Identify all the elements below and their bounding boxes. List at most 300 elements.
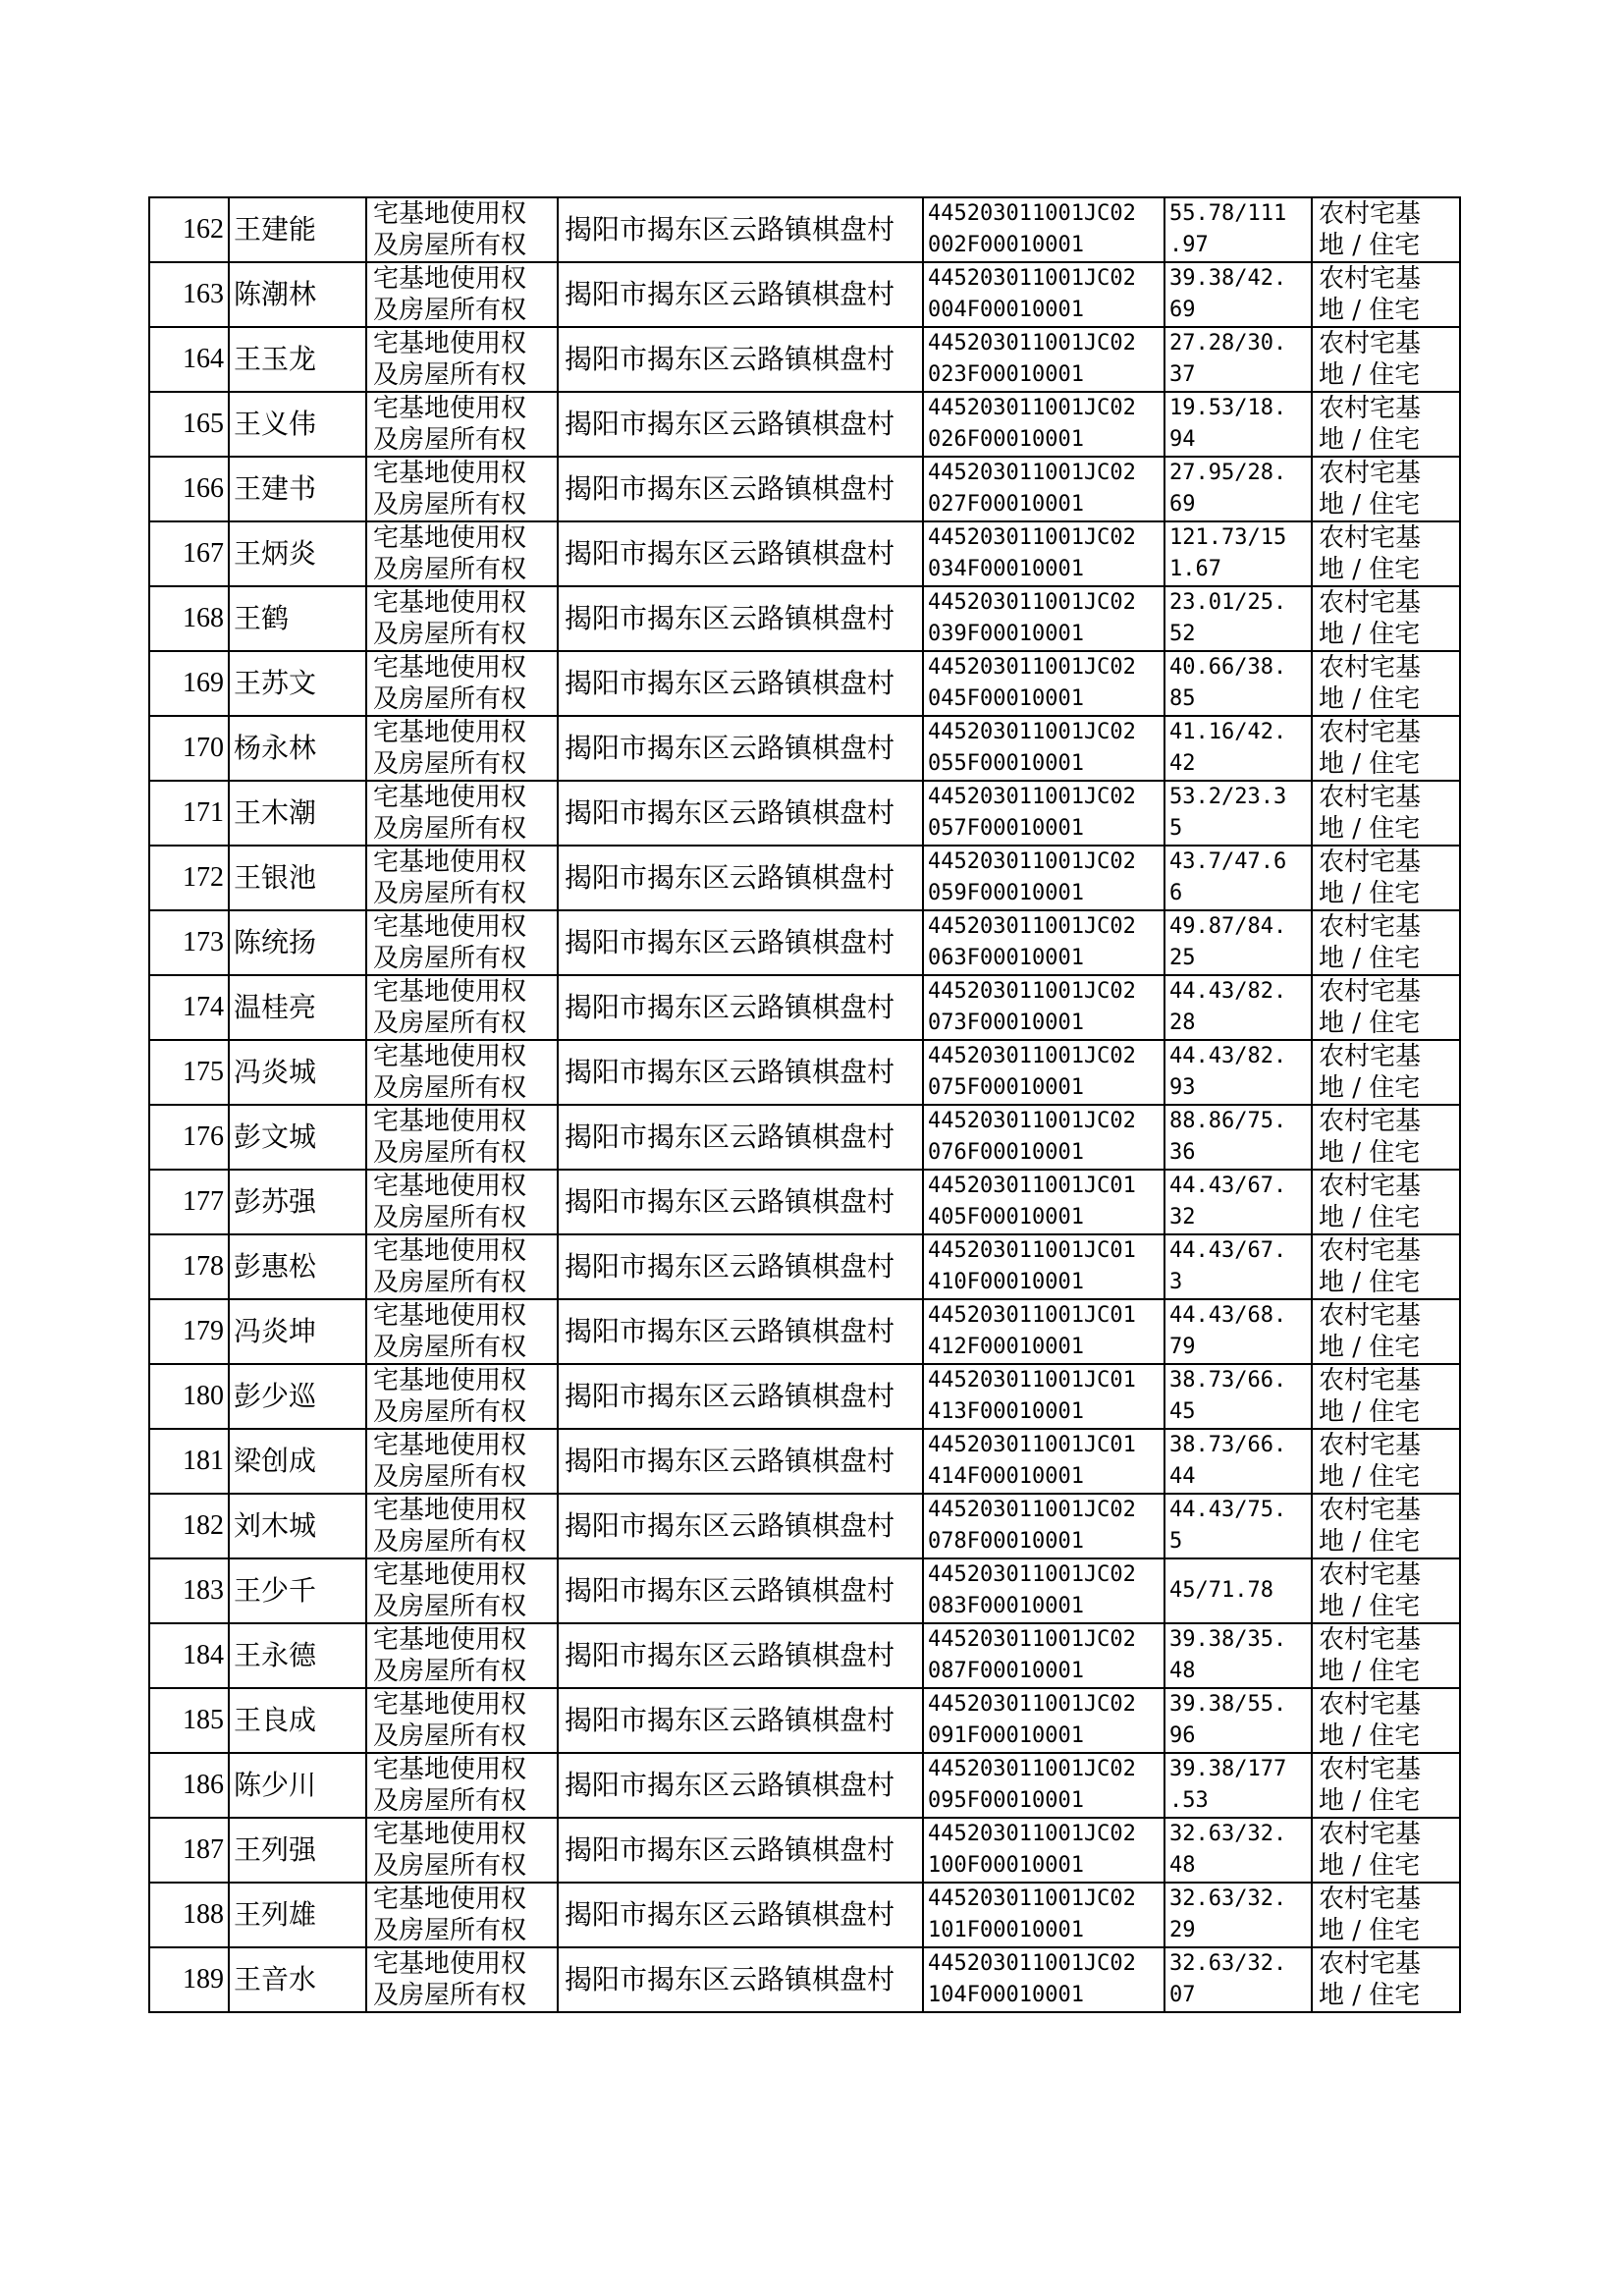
row-number-cell [149,1040,229,1105]
property-location: 揭阳市揭东区云路镇棋盘村 [565,1833,895,1866]
right-type-cell [366,197,558,262]
property-location: 揭阳市揭东区云路镇棋盘村 [565,472,895,505]
row-number: 163 [183,279,224,309]
property-location: 揭阳市揭东区云路镇棋盘村 [565,1963,895,1995]
table-row [149,327,1460,392]
right-type: 宅基地使用权 及房屋所有权 [373,1949,527,2010]
row-number: 168 [183,603,224,633]
table-row [149,1299,1460,1364]
area-value-cell [1164,521,1312,586]
owner-name: 王炳炎 [234,537,317,570]
right-type-cell [366,716,558,781]
right-type-cell [366,1818,558,1883]
row-number: 176 [183,1121,224,1152]
land-use-cell [1312,1623,1460,1688]
owner-name: 王苏文 [234,667,317,699]
land-use-cell [1312,392,1460,457]
property-location-cell [558,716,923,781]
land-use: 农村宅基 地 / 住宅 [1319,459,1422,519]
owner-name-cell [229,1040,366,1105]
unit-code-cell [923,1234,1164,1299]
row-number: 167 [183,538,224,569]
row-number: 183 [183,1575,224,1606]
property-location: 揭阳市揭东区云路镇棋盘村 [565,1769,895,1801]
table-row [149,1558,1460,1623]
property-location: 揭阳市揭东区云路镇棋盘村 [565,1445,895,1477]
right-type: 宅基地使用权 及房屋所有权 [373,977,527,1038]
property-location: 揭阳市揭东区云路镇棋盘村 [565,1185,895,1218]
land-use: 农村宅基 地 / 住宅 [1319,1625,1422,1686]
area-value: 44.43/67. 32 [1169,1174,1287,1229]
row-number-cell [149,1170,229,1234]
land-use-cell [1312,197,1460,262]
unit-code-cell [923,262,1164,327]
table-row [149,1105,1460,1170]
land-use-cell [1312,521,1460,586]
land-use-cell [1312,1558,1460,1623]
right-type: 宅基地使用权 及房屋所有权 [373,329,527,390]
unit-code: 445203011001JC01 410F00010001 [928,1238,1136,1294]
row-number: 188 [183,1899,224,1930]
area-value: 27.28/30. 37 [1169,331,1287,387]
property-location: 揭阳市揭东区云路镇棋盘村 [565,732,895,764]
property-location-cell [558,910,923,975]
row-number-cell [149,1429,229,1494]
right-type: 宅基地使用权 及房屋所有权 [373,523,527,584]
right-type: 宅基地使用权 及房屋所有权 [373,783,527,844]
unit-code: 445203011001JC02 026F00010001 [928,396,1136,452]
row-number-cell [149,1688,229,1753]
row-number: 177 [183,1186,224,1217]
unit-code: 445203011001JC02 063F00010001 [928,914,1136,970]
land-use: 农村宅基 地 / 住宅 [1319,1885,1422,1945]
row-number: 185 [183,1705,224,1735]
area-value: 39.38/177 .53 [1169,1757,1287,1813]
area-value: 19.53/18. 94 [1169,396,1287,452]
land-use: 农村宅基 地 / 住宅 [1319,1236,1422,1297]
land-use-cell [1312,1818,1460,1883]
property-location-cell [558,1883,923,1947]
property-location: 揭阳市揭东区云路镇棋盘村 [565,278,895,310]
row-number-cell [149,1364,229,1429]
table-row [149,651,1460,716]
area-value-cell [1164,262,1312,327]
row-number-cell [149,197,229,262]
row-number: 174 [183,992,224,1022]
owner-name-cell [229,846,366,910]
owner-name: 彭惠松 [234,1250,317,1283]
right-type-cell [366,1040,558,1105]
unit-code-cell [923,1494,1164,1558]
right-type: 宅基地使用权 及房屋所有权 [373,1042,527,1103]
area-value: 32.63/32. 29 [1169,1886,1287,1942]
unit-code: 445203011001JC02 023F00010001 [928,331,1136,387]
right-type: 宅基地使用权 及房屋所有权 [373,1755,527,1816]
land-use-cell [1312,586,1460,651]
row-number-cell [149,262,229,327]
property-location-cell [558,1494,923,1558]
property-location: 揭阳市揭东区云路镇棋盘村 [565,1056,895,1088]
table-row [149,1688,1460,1753]
unit-code: 445203011001JC02 075F00010001 [928,1044,1136,1100]
row-number-cell [149,521,229,586]
right-type-cell [366,1429,558,1494]
land-use-cell [1312,1105,1460,1170]
land-use-cell [1312,1429,1460,1494]
area-value-cell [1164,1299,1312,1364]
owner-name: 彭苏强 [234,1185,317,1218]
owner-name: 陈少川 [234,1769,317,1801]
land-use-cell [1312,1170,1460,1234]
row-number-cell [149,1558,229,1623]
land-use: 农村宅基 地 / 住宅 [1319,394,1422,455]
right-type-cell [366,1753,558,1818]
land-use-cell [1312,716,1460,781]
owner-name-cell [229,651,366,716]
owner-name-cell [229,1170,366,1234]
right-type: 宅基地使用权 及房屋所有权 [373,199,527,260]
land-use: 农村宅基 地 / 住宅 [1319,523,1422,584]
area-value: 41.16/42. 42 [1169,720,1287,776]
area-value: 27.95/28. 69 [1169,461,1287,517]
property-location-cell [558,262,923,327]
property-location-cell [558,1040,923,1105]
table-body [149,197,1460,2012]
table-row [149,1234,1460,1299]
land-use: 农村宅基 地 / 住宅 [1319,1949,1422,2010]
unit-code-cell [923,1623,1164,1688]
table-row [149,392,1460,457]
table-row [149,1494,1460,1558]
unit-code-cell [923,1688,1164,1753]
area-value: 53.2/23.3 5 [1169,785,1287,841]
owner-name-cell [229,1688,366,1753]
unit-code: 445203011001JC01 414F00010001 [928,1433,1136,1489]
area-value-cell [1164,392,1312,457]
area-value-cell [1164,1558,1312,1623]
area-value: 88.86/75. 36 [1169,1109,1287,1165]
owner-name-cell [229,1494,366,1558]
row-number: 179 [183,1316,224,1346]
right-type: 宅基地使用权 及房屋所有权 [373,1366,527,1427]
row-number-cell [149,1494,229,1558]
row-number: 178 [183,1251,224,1282]
owner-name-cell [229,716,366,781]
right-type-cell [366,1105,558,1170]
owner-name: 王银池 [234,861,317,894]
table-row [149,1947,1460,2012]
land-use: 农村宅基 地 / 住宅 [1319,1172,1422,1232]
owner-name-cell [229,327,366,392]
row-number: 182 [183,1510,224,1541]
unit-code: 445203011001JC02 073F00010001 [928,979,1136,1035]
unit-code-cell [923,586,1164,651]
owner-name-cell [229,521,366,586]
registration-table [148,196,1461,2013]
owner-name: 冯炎城 [234,1056,317,1088]
unit-code: 445203011001JC02 045F00010001 [928,655,1136,711]
property-location-cell [558,781,923,846]
row-number-cell [149,651,229,716]
owner-name: 王鹤 [234,602,290,634]
area-value-cell [1164,975,1312,1040]
property-location-cell [558,1818,923,1883]
right-type-cell [366,1170,558,1234]
right-type: 宅基地使用权 及房屋所有权 [373,1496,527,1557]
unit-code-cell [923,1947,1164,2012]
owner-name: 王建书 [234,472,317,505]
land-use-cell [1312,910,1460,975]
row-number: 171 [183,797,224,828]
owner-name: 王永德 [234,1639,317,1671]
land-use: 农村宅基 地 / 住宅 [1319,1431,1422,1492]
land-use-cell [1312,1299,1460,1364]
property-location-cell [558,1364,923,1429]
owner-name-cell [229,1818,366,1883]
property-location-cell [558,846,923,910]
right-type: 宅基地使用权 及房屋所有权 [373,1431,527,1492]
land-use: 农村宅基 地 / 住宅 [1319,199,1422,260]
land-use: 农村宅基 地 / 住宅 [1319,1107,1422,1168]
row-number-cell [149,910,229,975]
unit-code-cell [923,392,1164,457]
row-number: 164 [183,344,224,374]
table-row [149,846,1460,910]
owner-name-cell [229,392,366,457]
right-type: 宅基地使用权 及房屋所有权 [373,1690,527,1751]
row-number: 186 [183,1770,224,1800]
property-location: 揭阳市揭东区云路镇棋盘村 [565,602,895,634]
area-value-cell [1164,1947,1312,2012]
unit-code-cell [923,327,1164,392]
unit-code-cell [923,1105,1164,1170]
table-row [149,1818,1460,1883]
unit-code: 445203011001JC02 004F00010001 [928,266,1136,322]
property-location: 揭阳市揭东区云路镇棋盘村 [565,1380,895,1412]
owner-name-cell [229,1364,366,1429]
owner-name: 王列雄 [234,1898,317,1931]
owner-name-cell [229,1947,366,2012]
area-value-cell [1164,1040,1312,1105]
area-value: 45/71.78 [1169,1578,1273,1603]
property-location: 揭阳市揭东区云路镇棋盘村 [565,1639,895,1671]
unit-code-cell [923,910,1164,975]
area-value: 44.43/75. 5 [1169,1498,1287,1554]
land-use: 农村宅基 地 / 住宅 [1319,718,1422,779]
property-location: 揭阳市揭东区云路镇棋盘村 [565,991,895,1023]
unit-code-cell [923,1883,1164,1947]
land-use-cell [1312,846,1460,910]
row-number-cell [149,1753,229,1818]
unit-code: 445203011001JC01 412F00010001 [928,1303,1136,1359]
table-row [149,1883,1460,1947]
property-location: 揭阳市揭东区云路镇棋盘村 [565,1898,895,1931]
property-location-cell [558,1623,923,1688]
area-value-cell [1164,781,1312,846]
area-value-cell [1164,1623,1312,1688]
property-location: 揭阳市揭东区云路镇棋盘村 [565,343,895,375]
property-location-cell [558,457,923,521]
land-use: 农村宅基 地 / 住宅 [1319,847,1422,908]
row-number-cell [149,846,229,910]
property-location-cell [558,975,923,1040]
right-type-cell [366,457,558,521]
area-value: 44.43/82. 93 [1169,1044,1287,1100]
row-number: 184 [183,1640,224,1670]
row-number: 180 [183,1381,224,1411]
row-number: 172 [183,862,224,893]
area-value-cell [1164,197,1312,262]
owner-name-cell [229,197,366,262]
area-value-cell [1164,1753,1312,1818]
property-location: 揭阳市揭东区云路镇棋盘村 [565,667,895,699]
unit-code-cell [923,716,1164,781]
area-value-cell [1164,1234,1312,1299]
unit-code-cell [923,521,1164,586]
right-type-cell [366,846,558,910]
table-row [149,521,1460,586]
right-type-cell [366,1494,558,1558]
row-number: 170 [183,733,224,763]
unit-code-cell [923,1364,1164,1429]
unit-code-cell [923,1753,1164,1818]
row-number-cell [149,1623,229,1688]
area-value-cell [1164,586,1312,651]
unit-code: 445203011001JC02 087F00010001 [928,1627,1136,1683]
right-type: 宅基地使用权 及房屋所有权 [373,1172,527,1232]
area-value-cell [1164,1170,1312,1234]
row-number: 175 [183,1057,224,1087]
right-type: 宅基地使用权 及房屋所有权 [373,1625,527,1686]
land-use: 农村宅基 地 / 住宅 [1319,1496,1422,1557]
property-location: 揭阳市揭东区云路镇棋盘村 [565,1120,895,1153]
table-row [149,262,1460,327]
land-use-cell [1312,1688,1460,1753]
table-row [149,1429,1460,1494]
unit-code: 445203011001JC01 405F00010001 [928,1174,1136,1229]
owner-name: 王列强 [234,1833,317,1866]
unit-code-cell [923,1040,1164,1105]
right-type-cell [366,1234,558,1299]
unit-code: 445203011001JC02 076F00010001 [928,1109,1136,1165]
right-type: 宅基地使用权 及房屋所有权 [373,912,527,973]
unit-code-cell [923,1818,1164,1883]
right-type: 宅基地使用权 及房屋所有权 [373,459,527,519]
owner-name-cell [229,262,366,327]
land-use-cell [1312,457,1460,521]
row-number-cell [149,1299,229,1364]
right-type: 宅基地使用权 及房屋所有权 [373,1301,527,1362]
land-use-cell [1312,1040,1460,1105]
property-location: 揭阳市揭东区云路镇棋盘村 [565,1509,895,1542]
owner-name: 彭少巡 [234,1380,317,1412]
right-type-cell [366,392,558,457]
area-value-cell [1164,1364,1312,1429]
land-use-cell [1312,327,1460,392]
property-location: 揭阳市揭东区云路镇棋盘村 [565,1250,895,1283]
owner-name: 刘木城 [234,1509,317,1542]
table-row [149,975,1460,1040]
right-type-cell [366,1623,558,1688]
owner-name: 王音水 [234,1963,317,1995]
land-use-cell [1312,1364,1460,1429]
row-number-cell [149,1947,229,2012]
table-row [149,197,1460,262]
property-location-cell [558,327,923,392]
right-type-cell [366,586,558,651]
area-value-cell [1164,910,1312,975]
unit-code: 445203011001JC02 095F00010001 [928,1757,1136,1813]
land-use: 农村宅基 地 / 住宅 [1319,1690,1422,1751]
right-type: 宅基地使用权 及房屋所有权 [373,1236,527,1297]
property-location: 揭阳市揭东区云路镇棋盘村 [565,1574,895,1607]
owner-name-cell [229,1299,366,1364]
row-number-cell [149,586,229,651]
right-type-cell [366,975,558,1040]
property-location: 揭阳市揭东区云路镇棋盘村 [565,1315,895,1347]
right-type: 宅基地使用权 及房屋所有权 [373,1885,527,1945]
row-number: 181 [183,1446,224,1476]
unit-code-cell [923,457,1164,521]
area-value: 23.01/25. 52 [1169,590,1287,646]
unit-code-cell [923,1429,1164,1494]
owner-name: 陈潮林 [234,278,317,310]
land-use: 农村宅基 地 / 住宅 [1319,329,1422,390]
unit-code: 445203011001JC02 057F00010001 [928,785,1136,841]
unit-code: 445203011001JC02 027F00010001 [928,461,1136,517]
unit-code: 445203011001JC02 104F00010001 [928,1951,1136,2007]
property-location-cell [558,521,923,586]
unit-code: 445203011001JC02 100F00010001 [928,1822,1136,1878]
table-row [149,781,1460,846]
area-value: 44.43/67. 3 [1169,1238,1287,1294]
property-location-cell [558,1558,923,1623]
right-type: 宅基地使用权 及房屋所有权 [373,588,527,649]
unit-code: 445203011001JC02 002F00010001 [928,201,1136,257]
area-value: 32.63/32. 07 [1169,1951,1287,2007]
land-use: 农村宅基 地 / 住宅 [1319,912,1422,973]
row-number-cell [149,327,229,392]
area-value: 38.73/66. 45 [1169,1368,1287,1424]
owner-name-cell [229,1105,366,1170]
property-location-cell [558,1299,923,1364]
owner-name-cell [229,1753,366,1818]
unit-code: 445203011001JC02 059F00010001 [928,849,1136,905]
row-number: 162 [183,214,224,245]
table-row [149,1040,1460,1105]
property-location-cell [558,1947,923,2012]
right-type: 宅基地使用权 及房屋所有权 [373,1107,527,1168]
owner-name: 王义伟 [234,408,317,440]
right-type-cell [366,1688,558,1753]
owner-name-cell [229,781,366,846]
owner-name: 陈统扬 [234,926,317,958]
right-type-cell [366,651,558,716]
table-row [149,1364,1460,1429]
property-location: 揭阳市揭东区云路镇棋盘村 [565,861,895,894]
property-location: 揭阳市揭东区云路镇棋盘村 [565,408,895,440]
area-value: 43.7/47.6 6 [1169,849,1287,905]
unit-code-cell [923,197,1164,262]
land-use: 农村宅基 地 / 住宅 [1319,977,1422,1038]
property-location-cell [558,1234,923,1299]
row-number-cell [149,1234,229,1299]
property-location-cell [558,651,923,716]
property-location-cell [558,1170,923,1234]
owner-name-cell [229,910,366,975]
area-value: 38.73/66. 44 [1169,1433,1287,1489]
owner-name: 杨永林 [234,732,317,764]
